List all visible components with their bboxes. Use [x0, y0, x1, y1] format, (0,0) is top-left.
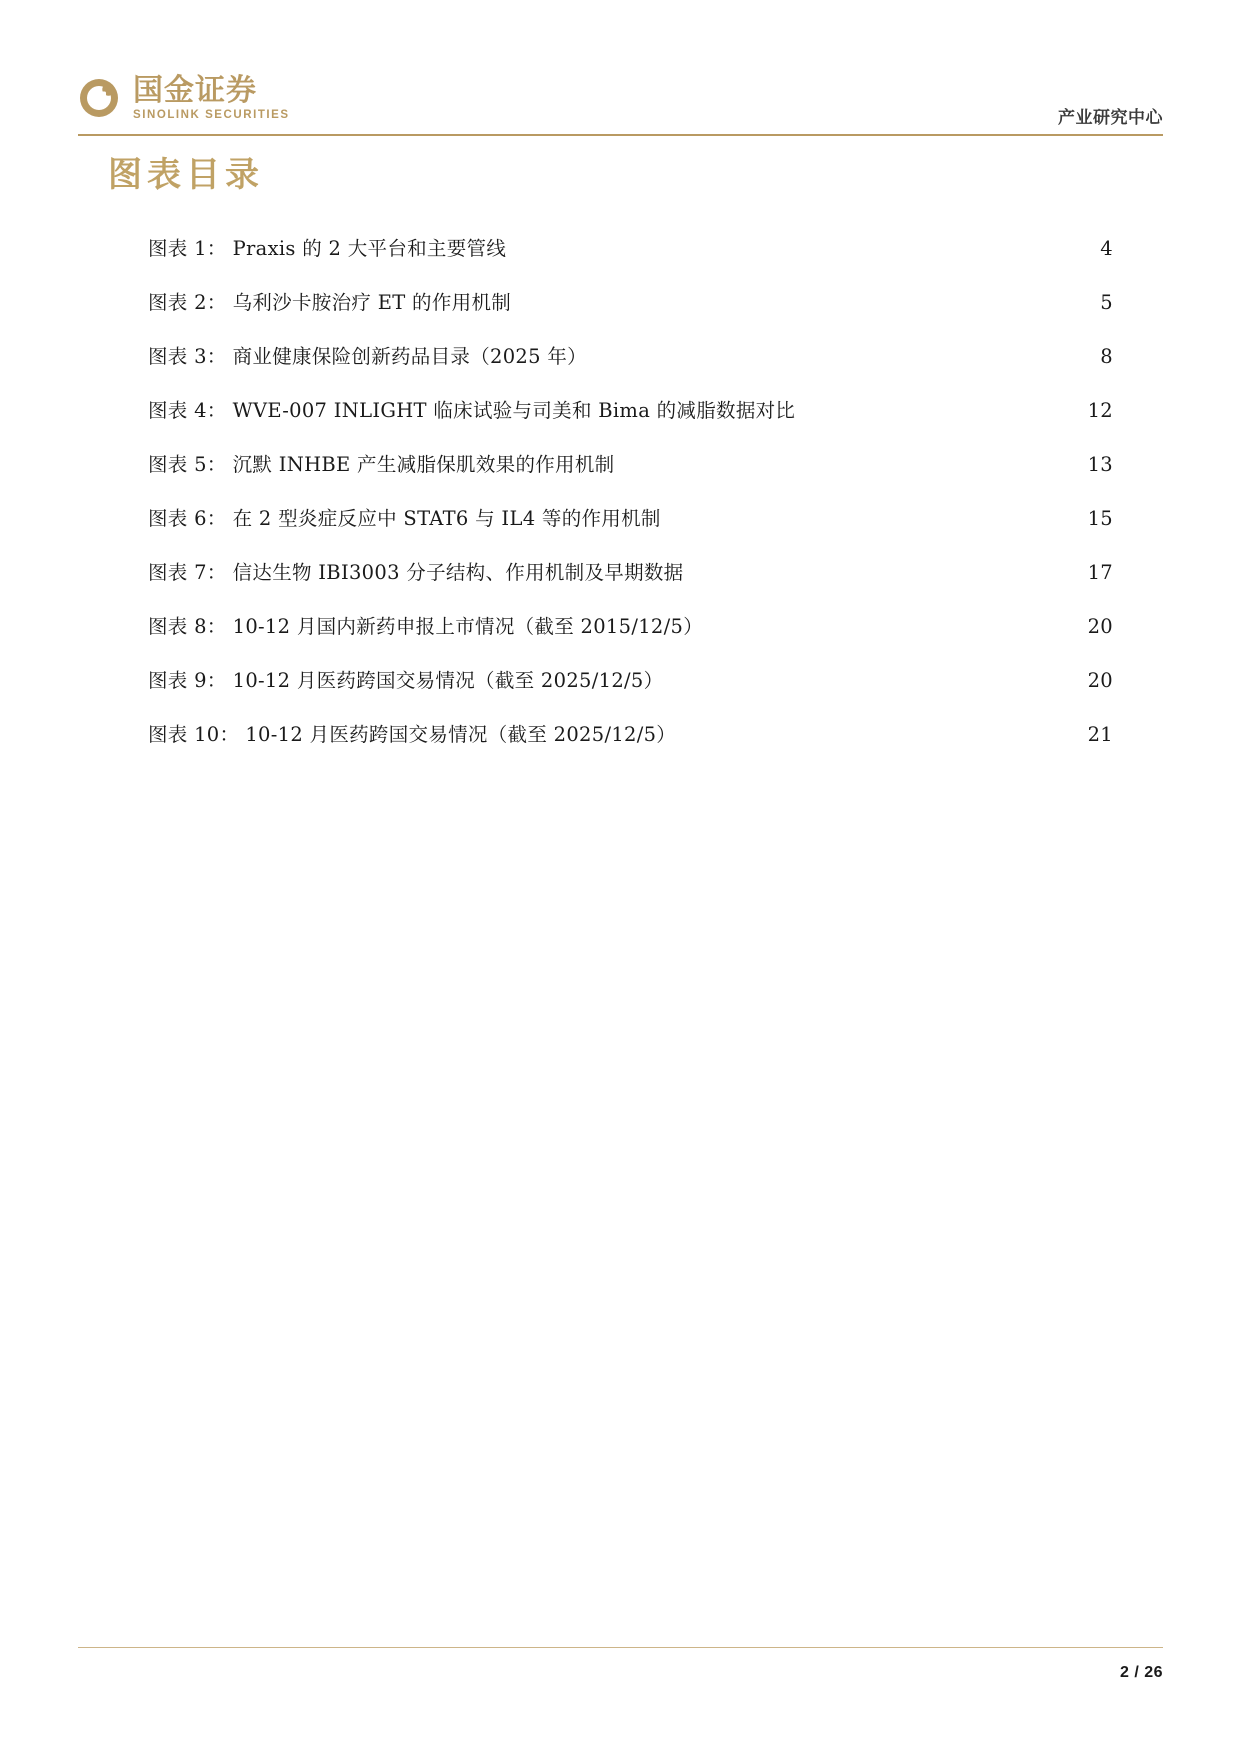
toc-entry-text: 10-12 月国内新药申报上市情况（截至 2015/12/5） — [232, 615, 704, 638]
toc-entry-text: 10-12 月医药跨国交易情况（截至 2025/12/5） — [245, 723, 677, 746]
toc-leader-dots — [707, 614, 1083, 634]
page-number-indicator: 2 / 26 — [1119, 1664, 1163, 1681]
toc-entry[interactable] — [148, 438, 1113, 492]
toc-entry-page: 8 — [1100, 345, 1113, 368]
table-of-contents — [148, 222, 1113, 762]
toc-entry-page: 21 — [1087, 723, 1113, 746]
toc-entry-text: 10-12 月医药跨国交易情况（截至 2025/12/5） — [232, 669, 664, 692]
company-logo — [78, 72, 290, 122]
toc-entry-label: 图表 5： — [148, 453, 227, 476]
toc-entry-label: 图表 3： — [148, 345, 227, 368]
toc-entry-page: 5 — [1100, 291, 1113, 314]
page-header — [78, 62, 1163, 134]
toc-leader-dots — [665, 506, 1083, 526]
toc-entry-text: 沉默 INHBE 产生减脂保肌效果的作用机制 — [232, 453, 615, 476]
toc-entry[interactable] — [148, 708, 1113, 762]
toc-leader-dots — [515, 290, 1083, 310]
toc-entry-text: 信达生物 IBI3003 分子结构、作用机制及早期数据 — [232, 561, 684, 584]
toc-leader-dots — [667, 668, 1083, 688]
toc-leader-dots — [799, 398, 1083, 418]
toc-entry[interactable] — [148, 276, 1113, 330]
header-divider — [78, 134, 1163, 136]
toc-leader-dots — [510, 236, 1083, 256]
footer-divider — [78, 1647, 1163, 1649]
page-footer — [78, 1664, 1163, 1682]
toc-entry-page: 20 — [1087, 669, 1113, 692]
page-title: 图表目录 — [108, 155, 264, 195]
toc-entry-page: 12 — [1087, 399, 1113, 422]
toc-entry[interactable] — [148, 600, 1113, 654]
toc-entry[interactable] — [148, 546, 1113, 600]
toc-leader-dots — [687, 560, 1083, 580]
toc-entry[interactable] — [148, 384, 1113, 438]
toc-entry-text: 乌利沙卡胺治疗 ET 的作用机制 — [232, 291, 512, 314]
toc-entry[interactable] — [148, 492, 1113, 546]
toc-entry-text: 商业健康保险创新药品目录（2025 年） — [232, 345, 587, 368]
toc-entry-label: 图表 4： — [148, 399, 227, 422]
toc-entry-label: 图表 6： — [148, 507, 227, 530]
toc-entry-text: WVE-007 INLIGHT 临床试验与司美和 Bima 的减脂数据对比 — [232, 399, 796, 422]
toc-entry-page: 20 — [1087, 615, 1113, 638]
toc-entry-page: 17 — [1087, 561, 1113, 584]
toc-leader-dots — [618, 452, 1083, 472]
header-department-label: 产业研究中心 — [1058, 108, 1163, 128]
toc-entry-page: 13 — [1087, 453, 1113, 476]
toc-entry-page: 4 — [1100, 237, 1113, 260]
toc-leader-dots — [591, 344, 1083, 364]
toc-leader-dots — [680, 722, 1083, 742]
toc-entry[interactable] — [148, 222, 1113, 276]
toc-entry-label: 图表 7： — [148, 561, 227, 584]
brand-wordmark — [133, 72, 290, 122]
brand-name-en: SINOLINK SECURITIES — [133, 109, 290, 121]
toc-entry-label: 图表 1： — [148, 237, 227, 260]
toc-entry-page: 15 — [1087, 507, 1113, 530]
toc-entry[interactable] — [148, 654, 1113, 708]
toc-entry-text: Praxis 的 2 大平台和主要管线 — [232, 237, 507, 260]
toc-entry-label: 图表 9： — [148, 669, 227, 692]
brand-name-cn: 国金证券 — [133, 72, 257, 108]
toc-entry[interactable] — [148, 330, 1113, 384]
toc-entry-label: 图表 8： — [148, 615, 227, 638]
toc-entry-label: 图表 10： — [148, 723, 240, 746]
toc-entry-text: 在 2 型炎症反应中 STAT6 与 IL4 等的作用机制 — [232, 507, 661, 530]
toc-entry-label: 图表 2： — [148, 291, 227, 314]
sinolink-logo-icon — [78, 77, 120, 119]
